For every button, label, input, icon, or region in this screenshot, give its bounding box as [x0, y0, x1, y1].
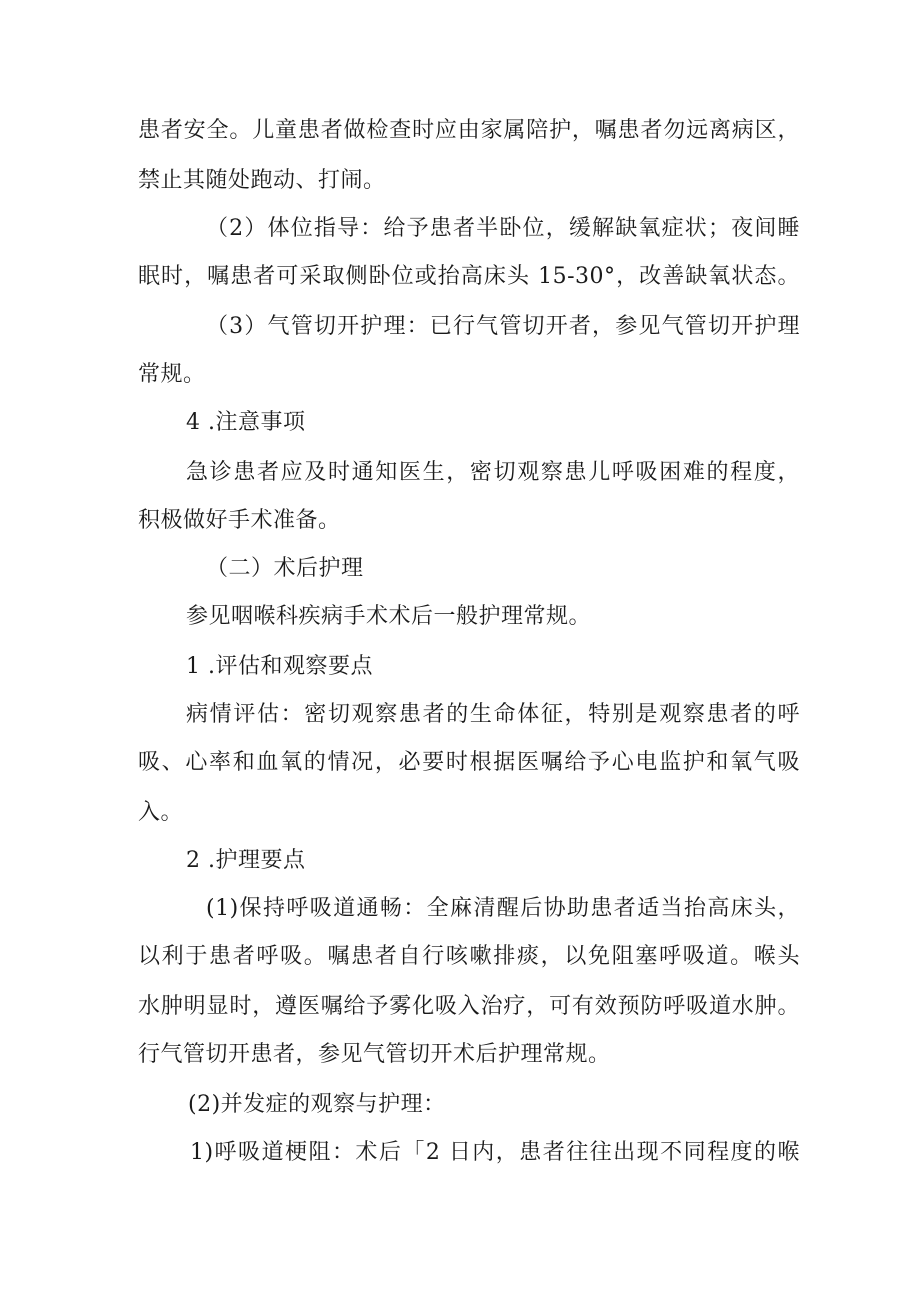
text-line: （3）气管切开护理：已行气管切开者，参见气管切开护理 [206, 314, 800, 339]
text-line: （2）体位指导：给予患者半卧位，缓解缺氧症状；夜间睡 [206, 216, 800, 241]
text-line: 以利于患者呼吸。嘱患者自行咳嗽排痰，以免阻塞呼吸道。喉头 [138, 944, 800, 969]
text-line: 参见咽喉科疾病手术术后一般护理常规。 [186, 604, 592, 629]
text-line: (1)保持呼吸道通畅：全麻清醒后协助患者适当抬高床头， [206, 896, 800, 921]
text-line: 病情评估：密切观察患者的生命体征，特别是观察患者的呼 [186, 702, 800, 727]
section-heading: 2 .护理要点 [186, 848, 306, 873]
text-line: 入。 [138, 800, 184, 825]
text-line: 水肿明显时，遵医嘱给予雾化吸入治疗，可有效预防呼吸道水肿。 [138, 994, 800, 1019]
text-line: 常规。 [138, 362, 206, 387]
text-line: 患者安全。儿童患者做检查时应由家属陪护，嘱患者勿远离病区， [138, 118, 800, 143]
section-heading: (2)并发症的观察与护理： [188, 1092, 446, 1117]
section-heading: 1 .评估和观察要点 [186, 654, 373, 679]
text-line: 禁止其随处跑动、打闹。 [138, 168, 386, 193]
text-line: 急诊患者应及时通知医生，密切观察患儿呼吸困难的程度， [186, 460, 800, 485]
text-line: 行气管切开患者，参见气管切开术后护理常规。 [138, 1042, 611, 1067]
text-line: 眠时，嘱患者可采取侧卧位或抬高床头 15-30°，改善缺氧状态。 [138, 264, 800, 289]
text-line: 吸、心率和血氧的情况，必要时根据医嘱给予心电监护和氧气吸 [138, 750, 800, 775]
text-line: 积极做好手术准备。 [138, 508, 341, 533]
section-heading: （二）术后护理 [206, 556, 364, 581]
text-line: 1)呼吸道梗阻：术后「2 日内，患者往往出现不同程度的喉 [190, 1140, 800, 1165]
section-heading: 4 .注意事项 [186, 410, 306, 435]
